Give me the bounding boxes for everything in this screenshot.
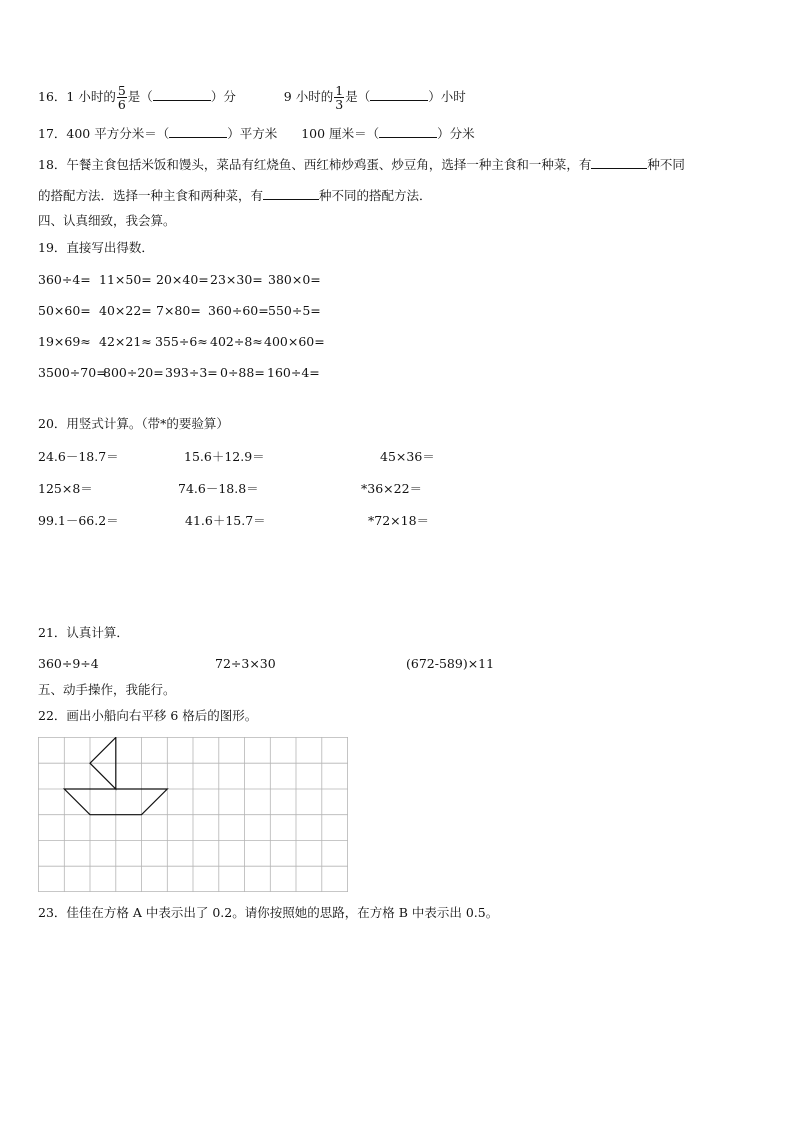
q16-b-prefix: 9 小时的 [283, 89, 334, 104]
q19-item: 355÷6≈ [155, 334, 208, 349]
q21-item: (672-589)×11 [406, 656, 495, 671]
section-heading-4: 四、认真细致，我会算。 [38, 213, 176, 228]
question-16: 16．1 小时的 $\frac{5}{6}$ 是（ ）分 9 小时的 $\frac{1}{3}$ 是（ ）小时 [38, 83, 466, 112]
question-19-title: 19．直接写出得数． [38, 240, 154, 255]
q20-item: *72×18＝ [368, 513, 430, 528]
q19-item: 800÷20= [103, 365, 164, 380]
answer-blank[interactable] [169, 125, 227, 138]
q19-item: 393÷3= [165, 365, 218, 380]
q19-item: 402÷8≈ [210, 334, 263, 349]
question-17: 17．400 平方分米＝（ ）平方米 100 厘米＝（ ）分米 [38, 126, 475, 141]
q20-item: 99.1－66.2＝ [38, 513, 119, 528]
q21-item: 72÷3×30 [215, 656, 276, 671]
q19-item: 7×80= [156, 303, 201, 318]
q20-item: 45×36＝ [380, 449, 435, 464]
question-20-title: 20．用竖式计算。（带*的要验算） [38, 416, 229, 431]
q19-item: 42×21≈ [99, 334, 152, 349]
q20-item: 125×8＝ [38, 481, 93, 496]
q19-item: 380×0= [268, 272, 321, 287]
q19-item: 160÷4= [267, 365, 320, 380]
question-number: 17． [38, 126, 67, 141]
question-21-title: 21．认真计算． [38, 625, 129, 640]
q19-item: 400×60= [264, 334, 325, 349]
q20-item: 41.6＋15.7＝ [185, 513, 266, 528]
q19-item: 19×69≈ [38, 334, 91, 349]
question-18-line2: 的搭配方法．选择一种主食和两种菜，有 种不同的搭配方法． [38, 188, 432, 203]
question-22-title: 22．画出小船向右平移 6 格后的图形。 [38, 708, 258, 723]
answer-blank[interactable] [153, 88, 211, 101]
answer-blank[interactable] [370, 88, 428, 101]
boat-grid[interactable] [38, 737, 349, 893]
q20-item: *36×22＝ [361, 481, 423, 496]
q20-item: 74.6－18.8＝ [178, 481, 259, 496]
answer-blank[interactable] [379, 125, 437, 138]
q19-item: 23×30= [210, 272, 263, 287]
q19-item: 20×40= [156, 272, 209, 287]
question-23-title: 23．佳佳在方格 A 中表示出了 0.2。请你按照她的思路，在方格 B 中表示出 0.5。 [38, 905, 499, 920]
q19-item: 3500÷70= [38, 365, 107, 380]
q19-item: 50×60= [38, 303, 91, 318]
q19-item: 40×22= [99, 303, 152, 318]
section-heading-5: 五、动手操作，我能行。 [38, 682, 176, 697]
question-18-line1: 18．午餐主食包括米饭和馒头，菜品有红烧鱼、西红柿炒鸡蛋、炒豆角，选择一种主食和一种菜，有 种不同 [38, 157, 685, 172]
answer-blank[interactable] [263, 187, 319, 200]
answer-blank[interactable] [591, 156, 647, 169]
q20-item: 15.6＋12.9＝ [184, 449, 265, 464]
question-number: 16． [38, 89, 67, 104]
grid-lines [38, 737, 348, 892]
q19-item: 11×50= [99, 272, 152, 287]
q19-item: 360÷4= [38, 272, 91, 287]
q21-item: 360÷9÷4 [38, 656, 99, 671]
q19-item: 550÷5= [268, 303, 321, 318]
fraction-5-6: $\frac{5}{6}$ [117, 83, 126, 112]
q16-a-prefix: 1 小时的 [66, 89, 116, 104]
q19-item: 0÷88= [220, 365, 265, 380]
q20-item: 24.6－18.7＝ [38, 449, 119, 464]
fraction-1-3: $\frac{1}{3}$ [335, 83, 344, 112]
q19-item: 360÷60= [208, 303, 269, 318]
